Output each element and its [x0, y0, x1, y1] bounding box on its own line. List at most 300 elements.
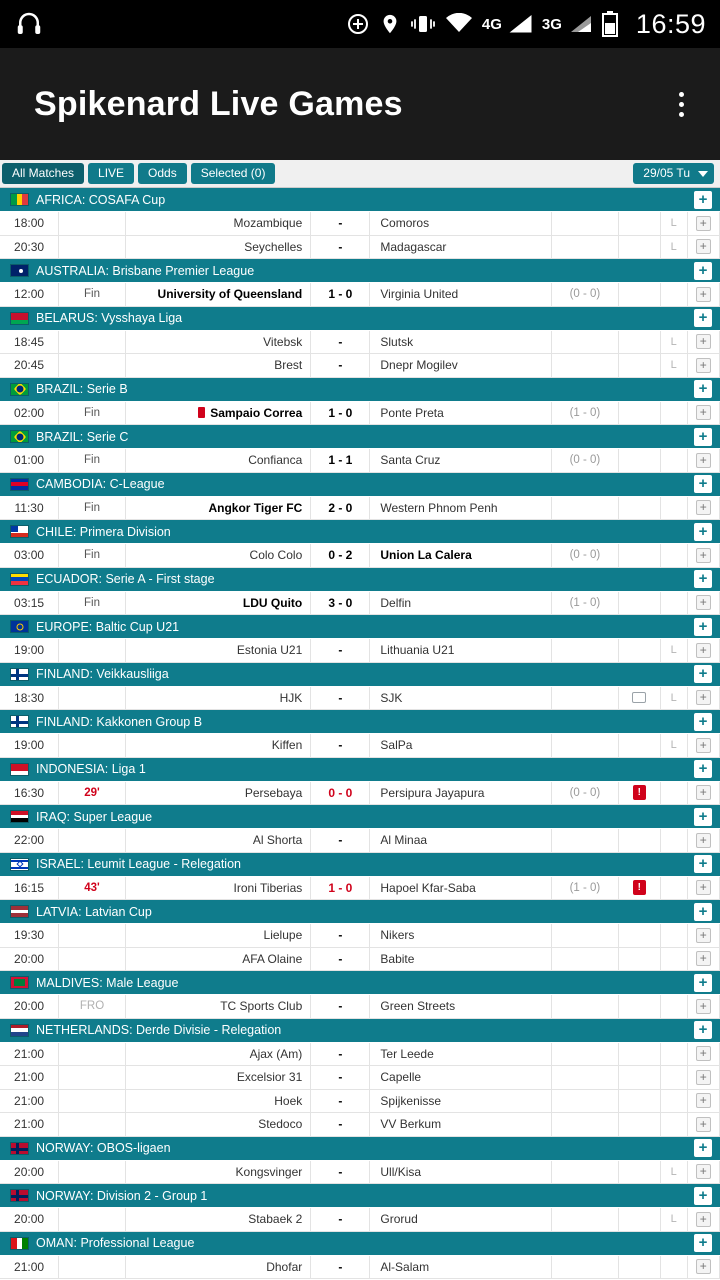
country-flag-icon [10, 1189, 29, 1202]
table-row[interactable] [0, 1256, 720, 1280]
home-team-name: Angkor Tiger FC [208, 500, 303, 515]
halftime-score [552, 1066, 619, 1089]
add-match-button[interactable]: + [696, 833, 711, 848]
add-match-cell[interactable] [688, 1256, 720, 1279]
add-match-button[interactable]: + [696, 1117, 711, 1132]
league-header[interactable] [0, 425, 720, 449]
halftime-score [552, 924, 619, 947]
headphones-icon [14, 9, 44, 39]
add-match-cell[interactable] [688, 1066, 720, 1089]
away-team: Union La Calera [370, 544, 552, 567]
country-flag-icon [10, 312, 29, 325]
add-match-cell[interactable] [688, 331, 720, 354]
add-match-button[interactable]: + [696, 738, 711, 753]
home-team-name: Hoek [274, 1093, 303, 1108]
match-marker [619, 497, 661, 520]
table-row[interactable] [0, 924, 720, 948]
match-time: 21:00 [0, 1066, 59, 1089]
league-name: FINLAND: Kakkonen Group B [36, 714, 203, 729]
match-marker [619, 734, 661, 757]
table-row[interactable] [0, 734, 720, 758]
halftime-score [552, 497, 619, 520]
league-header[interactable] [0, 615, 720, 639]
red-card-icon [198, 407, 205, 418]
league-header[interactable] [0, 1184, 720, 1208]
table-row[interactable] [0, 1161, 720, 1185]
match-marker [619, 639, 661, 662]
halftime-score [552, 687, 619, 710]
add-match-cell[interactable] [688, 924, 720, 947]
match-status [59, 1208, 126, 1231]
add-match-button[interactable]: + [696, 1093, 711, 1108]
country-flag-icon [10, 1237, 29, 1250]
add-match-cell[interactable] [688, 236, 720, 259]
add-match-cell[interactable] [688, 402, 720, 425]
table-row[interactable] [0, 212, 720, 236]
away-team: Ter Leede [370, 1043, 552, 1066]
league-expand-button[interactable]: + [694, 974, 712, 992]
home-team [126, 924, 311, 947]
away-team: Santa Cruz [370, 449, 552, 472]
add-match-cell[interactable] [688, 687, 720, 710]
match-marker [619, 948, 661, 971]
league-name: ECUADOR: Serie A - First stage [36, 572, 215, 586]
match-time: 12:00 [0, 283, 59, 306]
halftime-score [552, 1090, 619, 1113]
lineup-indicator [661, 1043, 688, 1066]
add-match-cell[interactable] [688, 995, 720, 1018]
add-match-button[interactable]: + [696, 785, 711, 800]
home-team [126, 1161, 311, 1184]
match-time: 03:15 [0, 592, 59, 615]
home-team-name: Confianca [248, 453, 303, 468]
date-selector[interactable] [633, 163, 714, 184]
league-header[interactable] [0, 663, 720, 687]
league-header[interactable] [0, 1137, 720, 1161]
match-score: 0 - 2 [311, 544, 370, 567]
lineup-indicator: L [661, 354, 688, 377]
add-match-button[interactable]: + [696, 287, 711, 302]
lineup-indicator [661, 592, 688, 615]
add-match-cell[interactable] [688, 1208, 720, 1231]
match-marker [619, 402, 661, 425]
match-score: 3 - 0 [311, 592, 370, 615]
country-flag-icon [10, 264, 29, 277]
match-time: 21:00 [0, 1256, 59, 1279]
home-team-name: Ironi Tiberias [233, 880, 303, 895]
table-row[interactable] [0, 449, 720, 473]
add-match-cell[interactable] [688, 1090, 720, 1113]
home-team [126, 829, 311, 852]
home-team-name: Seychelles [244, 239, 303, 254]
table-row[interactable] [0, 1113, 720, 1137]
match-status [59, 212, 126, 235]
league-expand-button[interactable]: + [694, 665, 712, 683]
home-team-name: Kongsvinger [235, 1164, 303, 1179]
match-score: - [311, 995, 370, 1018]
table-row[interactable] [0, 1208, 720, 1232]
add-match-button[interactable]: + [696, 951, 711, 966]
add-match-cell[interactable] [688, 544, 720, 567]
league-name: NORWAY: OBOS-ligaen [36, 1141, 171, 1155]
league-name: EUROPE: Baltic Cup U21 [36, 619, 180, 634]
away-team: Ponte Preta [370, 402, 552, 425]
halftime-score [552, 1208, 619, 1231]
chevron-down-icon [698, 171, 708, 177]
lineup-indicator [661, 449, 688, 472]
league-expand-button[interactable]: + [694, 760, 712, 778]
home-team-name: Ajax (Am) [249, 1046, 303, 1061]
tab-all-matches[interactable]: All Matches [2, 163, 84, 184]
match-time: 20:00 [0, 995, 59, 1018]
league-header[interactable] [0, 259, 720, 283]
home-team [126, 236, 311, 259]
table-row[interactable] [0, 995, 720, 1019]
league-name: CAMBODIA: C-League [36, 477, 165, 491]
match-time: 20:00 [0, 1161, 59, 1184]
add-match-cell[interactable] [688, 283, 720, 306]
lineup-indicator [661, 402, 688, 425]
table-row[interactable] [0, 877, 720, 901]
match-status [59, 687, 126, 710]
match-status [59, 1256, 126, 1279]
country-flag-icon [10, 1142, 29, 1155]
add-match-button[interactable]: + [696, 643, 711, 658]
league-expand-button[interactable]: + [694, 475, 712, 493]
league-header[interactable] [0, 188, 720, 212]
lineup-indicator: L [661, 734, 688, 757]
lineup-indicator [661, 1090, 688, 1113]
add-match-cell[interactable] [688, 1043, 720, 1066]
home-team [126, 544, 311, 567]
overflow-menu-icon[interactable] [664, 81, 698, 127]
match-score: - [311, 1256, 370, 1279]
add-match-button[interactable]: + [696, 1212, 711, 1227]
match-marker [619, 449, 661, 472]
home-team-name: Estonia U21 [236, 643, 303, 658]
add-match-cell[interactable] [688, 592, 720, 615]
match-time: 19:00 [0, 734, 59, 757]
add-match-cell[interactable] [688, 948, 720, 971]
league-header[interactable] [0, 758, 720, 782]
match-status [59, 331, 126, 354]
country-flag-icon [10, 715, 29, 728]
country-flag-icon [10, 573, 29, 586]
match-marker [619, 687, 661, 710]
match-score: - [311, 212, 370, 235]
table-row[interactable] [0, 283, 720, 307]
add-match-button[interactable]: + [696, 358, 711, 373]
add-match-button[interactable]: + [696, 690, 711, 705]
league-expand-button[interactable]: + [694, 1021, 712, 1039]
match-status [59, 639, 126, 662]
match-marker [619, 877, 661, 900]
country-flag-icon [10, 976, 29, 989]
app-title: Spikenard Live Games [34, 84, 403, 123]
live-indicator-badge: ! [633, 785, 646, 800]
add-match-cell[interactable] [688, 1113, 720, 1136]
home-team-name: Persebaya [244, 785, 303, 800]
table-row[interactable] [0, 782, 720, 806]
match-status: Fin [59, 592, 126, 615]
match-status [59, 236, 126, 259]
match-marker [619, 592, 661, 615]
away-team: Ull/Kisa [370, 1161, 552, 1184]
league-header[interactable] [0, 853, 720, 877]
away-team: Capelle [370, 1066, 552, 1089]
add-match-cell[interactable] [688, 497, 720, 520]
away-team: Dnepr Mogilev [370, 354, 552, 377]
table-row[interactable] [0, 829, 720, 853]
home-team [126, 995, 311, 1018]
match-marker [619, 1090, 661, 1113]
league-expand-button[interactable]: + [694, 428, 712, 446]
match-status [59, 1066, 126, 1089]
lineup-indicator [661, 877, 688, 900]
country-flag-icon [10, 810, 29, 823]
match-marker [619, 1256, 661, 1279]
add-match-button[interactable]: + [696, 405, 711, 420]
table-row[interactable] [0, 687, 720, 711]
tv-icon [632, 692, 646, 703]
away-team: Western Phnom Penh [370, 497, 552, 520]
add-match-button[interactable]: + [696, 548, 711, 563]
match-marker [619, 924, 661, 947]
lineup-indicator [661, 283, 688, 306]
away-team: Delfin [370, 592, 552, 615]
match-score: - [311, 639, 370, 662]
league-header[interactable] [0, 1232, 720, 1256]
league-header[interactable] [0, 307, 720, 331]
halftime-score: (0 - 0) [552, 449, 619, 472]
match-marker [619, 1161, 661, 1184]
tab-live[interactable]: LIVE [88, 163, 134, 184]
league-expand-button[interactable]: + [694, 808, 712, 826]
match-score: 1 - 0 [311, 402, 370, 425]
table-row[interactable] [0, 544, 720, 568]
network-4g-label: 4G [481, 15, 502, 33]
add-match-button[interactable]: + [696, 1164, 711, 1179]
lineup-indicator [661, 995, 688, 1018]
league-header[interactable] [0, 568, 720, 592]
lineup-indicator: L [661, 639, 688, 662]
home-team [126, 1113, 311, 1136]
match-marker [619, 212, 661, 235]
table-row[interactable] [0, 236, 720, 260]
match-status: FRO [59, 995, 126, 1018]
home-team [126, 1256, 311, 1279]
league-expand-button[interactable]: + [694, 713, 712, 731]
add-match-button[interactable]: + [696, 239, 711, 254]
add-match-button[interactable]: + [696, 334, 711, 349]
country-flag-icon [10, 763, 29, 776]
league-expand-button[interactable]: + [694, 380, 712, 398]
match-marker [619, 1066, 661, 1089]
halftime-score [552, 829, 619, 852]
add-match-button[interactable]: + [696, 1046, 711, 1061]
add-match-button[interactable]: + [696, 453, 711, 468]
league-name: AFRICA: COSAFA Cup [36, 192, 166, 207]
away-team: Comoros [370, 212, 552, 235]
country-flag-icon [10, 383, 29, 396]
league-header[interactable] [0, 805, 720, 829]
add-match-cell[interactable] [688, 734, 720, 757]
lineup-indicator: L [661, 331, 688, 354]
home-team-name: HJK [279, 690, 303, 705]
match-time: 02:00 [0, 402, 59, 425]
add-match-cell[interactable] [688, 639, 720, 662]
league-name: FINLAND: Veikkausliiga [36, 667, 169, 681]
add-match-button[interactable]: + [696, 1070, 711, 1085]
match-status [59, 924, 126, 947]
table-row[interactable] [0, 1043, 720, 1067]
country-flag-icon [10, 193, 29, 206]
table-row[interactable] [0, 639, 720, 663]
halftime-score [552, 212, 619, 235]
home-team [126, 449, 311, 472]
table-row[interactable] [0, 354, 720, 378]
match-score: - [311, 236, 370, 259]
match-status [59, 734, 126, 757]
league-expand-button[interactable]: + [694, 903, 712, 921]
league-header[interactable] [0, 900, 720, 924]
league-expand-button[interactable]: + [694, 523, 712, 541]
home-team-name: Stabaek 2 [248, 1212, 303, 1227]
add-match-button[interactable]: + [696, 595, 711, 610]
country-flag-icon [10, 858, 29, 871]
table-row[interactable] [0, 948, 720, 972]
league-expand-button[interactable]: + [694, 618, 712, 636]
match-list[interactable] [0, 188, 720, 1279]
lineup-indicator: L [661, 1161, 688, 1184]
match-time: 03:00 [0, 544, 59, 567]
table-row[interactable] [0, 592, 720, 616]
add-match-button[interactable]: + [696, 500, 711, 515]
match-marker [619, 829, 661, 852]
league-header[interactable] [0, 971, 720, 995]
league-name: NETHERLANDS: Derde Divisie - Relegation [36, 1023, 282, 1037]
home-team [126, 1208, 311, 1231]
league-header[interactable] [0, 473, 720, 497]
match-score: - [311, 1043, 370, 1066]
league-header[interactable] [0, 520, 720, 544]
add-match-button[interactable]: + [696, 999, 711, 1014]
home-team-name: Brest [274, 358, 303, 373]
home-team-name: Kiffen [271, 738, 303, 753]
add-match-cell[interactable] [688, 1161, 720, 1184]
home-team-name: University of Queensland [157, 287, 303, 302]
match-status: Fin [59, 283, 126, 306]
league-expand-button[interactable]: + [694, 262, 712, 280]
home-team [126, 639, 311, 662]
signal-4g-icon [507, 13, 533, 35]
match-time: 18:00 [0, 212, 59, 235]
home-team [126, 687, 311, 710]
away-team: Green Streets [370, 995, 552, 1018]
league-name: NORWAY: Division 2 - Group 1 [36, 1188, 208, 1203]
match-score: - [311, 1161, 370, 1184]
league-expand-button[interactable]: + [694, 309, 712, 327]
league-header[interactable] [0, 378, 720, 402]
match-status: 43' [59, 877, 126, 900]
halftime-score [552, 995, 619, 1018]
match-score: - [311, 1066, 370, 1089]
match-marker [619, 331, 661, 354]
add-match-cell[interactable] [688, 782, 720, 805]
league-header[interactable] [0, 710, 720, 734]
match-time: 22:00 [0, 829, 59, 852]
home-team [126, 497, 311, 520]
match-score: 1 - 1 [311, 449, 370, 472]
lineup-indicator: L [661, 1208, 688, 1231]
halftime-score [552, 1113, 619, 1136]
home-team [126, 331, 311, 354]
halftime-score: (0 - 0) [552, 283, 619, 306]
league-expand-button[interactable]: + [694, 1187, 712, 1205]
add-match-button[interactable]: + [696, 216, 711, 231]
away-team: Hapoel Kfar-Saba [370, 877, 552, 900]
lineup-indicator [661, 782, 688, 805]
table-row[interactable] [0, 497, 720, 521]
league-name: BELARUS: Vysshaya Liga [36, 311, 183, 325]
match-time: 21:00 [0, 1090, 59, 1113]
league-name: CHILE: Primera Division [36, 524, 171, 539]
add-match-cell[interactable] [688, 829, 720, 852]
table-row[interactable] [0, 331, 720, 355]
date-selector-label: 29/05 Tu [643, 166, 690, 180]
match-score: 2 - 0 [311, 497, 370, 520]
away-team: SJK [370, 687, 552, 710]
table-row[interactable] [0, 402, 720, 426]
lineup-indicator: L [661, 687, 688, 710]
add-match-cell[interactable] [688, 212, 720, 235]
league-expand-button[interactable]: + [694, 570, 712, 588]
match-marker [619, 544, 661, 567]
lineup-indicator [661, 829, 688, 852]
away-team: Slutsk [370, 331, 552, 354]
add-match-cell[interactable] [688, 354, 720, 377]
away-team: Babite [370, 948, 552, 971]
add-match-cell[interactable] [688, 877, 720, 900]
home-team [126, 877, 311, 900]
add-match-button[interactable]: + [696, 1259, 711, 1274]
match-marker [619, 354, 661, 377]
match-marker [619, 1208, 661, 1231]
table-row[interactable] [0, 1066, 720, 1090]
table-row[interactable] [0, 1090, 720, 1114]
match-status [59, 1043, 126, 1066]
halftime-score [552, 1256, 619, 1279]
add-match-cell[interactable] [688, 449, 720, 472]
add-match-button[interactable]: + [696, 928, 711, 943]
league-expand-button[interactable]: + [694, 1234, 712, 1252]
match-score: - [311, 687, 370, 710]
league-expand-button[interactable]: + [694, 191, 712, 209]
add-match-button[interactable]: + [696, 880, 711, 895]
tab-selected[interactable]: Selected (0) [191, 163, 276, 184]
status-clock: 16:59 [635, 8, 706, 39]
league-expand-button[interactable]: + [694, 1139, 712, 1157]
match-score: 1 - 0 [311, 283, 370, 306]
tab-odds[interactable]: Odds [138, 163, 187, 184]
league-header[interactable] [0, 1019, 720, 1043]
battery-icon [602, 11, 618, 37]
home-team-name: Mozambique [233, 216, 303, 231]
match-status [59, 1113, 126, 1136]
home-team [126, 948, 311, 971]
league-expand-button[interactable]: + [694, 855, 712, 873]
home-team [126, 402, 311, 425]
